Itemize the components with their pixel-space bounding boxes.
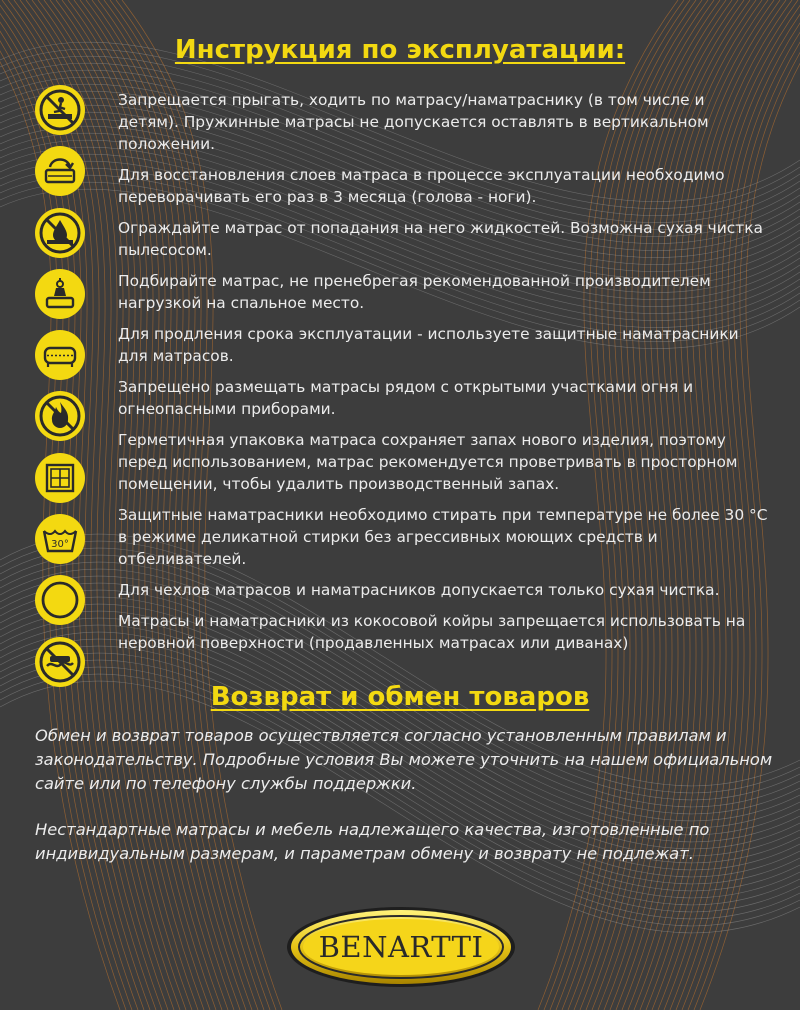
list-item: Запрещено размещать матрасы рядом с открытыми участками огня и огнеопасными приборами.: [118, 378, 694, 418]
returns-title: Возврат и обмен товаров: [210, 682, 590, 712]
brand-logo: [285, 905, 517, 989]
list-item: Подбирайте матрас, не пренебрегая рекомендованной производителем нагрузкой на спальное место.: [118, 272, 711, 312]
returns-paragraph: Нестандартные матрасы и мебель надлежащего качества, изготовленные по индивидуальным размерам, и параметрам обмену и возврату не подлежат.: [35, 820, 710, 863]
weight-load-icon: [34, 268, 86, 320]
instructions-list: [118, 89, 768, 663]
list-item: Защитные наматрасники необходимо стирать при температуре не более 30 °С в режиме деликатной стирки без агрессивных моющих средств и отбеливателей.: [118, 506, 768, 568]
no-liquids-icon: [34, 207, 86, 259]
list-item: Герметичная упаковка матраса сохраняет запах нового изделия, поэтому перед использованием, матрас рекомендуется проветривать в просторном помещении, чтобы удалить производственный запах.: [118, 431, 738, 493]
no-jumping-icon: [34, 84, 86, 136]
no-fire-icon: [34, 390, 86, 442]
instructions-title: Инструкция по эксплуатации:: [174, 35, 626, 65]
list-item: Для восстановления слоев матраса в процессе эксплуатации необходимо переворачивать его раз в 3 месяца (голова - ноги).: [118, 166, 725, 206]
flip-mattress-icon: [34, 145, 86, 197]
list-item: Матрасы и наматрасники из кокосовой койры запрещается использовать на неровной поверхности (продавленных матрасах или диванах): [118, 612, 746, 652]
list-item: Ограждайте матрас от попадания на него жидкостей. Возможна сухая чистка пылесосом.: [118, 219, 763, 259]
list-item: Запрещается прыгать, ходить по матрасу/наматраснику (в том числе и детям). Пружинные матрасы не допускается оставлять в вертикальном положении.: [118, 91, 709, 153]
returns-text: [35, 724, 775, 866]
mattress-protector-icon: [34, 329, 86, 381]
wash-30-icon: [34, 513, 86, 565]
ventilation-icon: [34, 452, 86, 504]
list-item: Для продления срока эксплуатации - используете защитные наматрасники для матрасов.: [118, 325, 739, 365]
instruction-icons-column: [34, 84, 90, 697]
list-item: Для чехлов матрасов и наматрасников допускается только сухая чистка.: [118, 581, 720, 599]
returns-paragraph: Обмен и возврат товаров осуществляется согласно установленным правилам и законодательству. Подробные условия Вы можете уточнить на нашем официальном сайте или по телефону службы поддержки.: [35, 726, 773, 793]
wash-temp-label: 30°: [51, 539, 69, 551]
brand-name: BENARTTI: [318, 930, 484, 964]
no-uneven-surface-icon: [34, 636, 86, 688]
dry-clean-icon: [34, 574, 86, 626]
